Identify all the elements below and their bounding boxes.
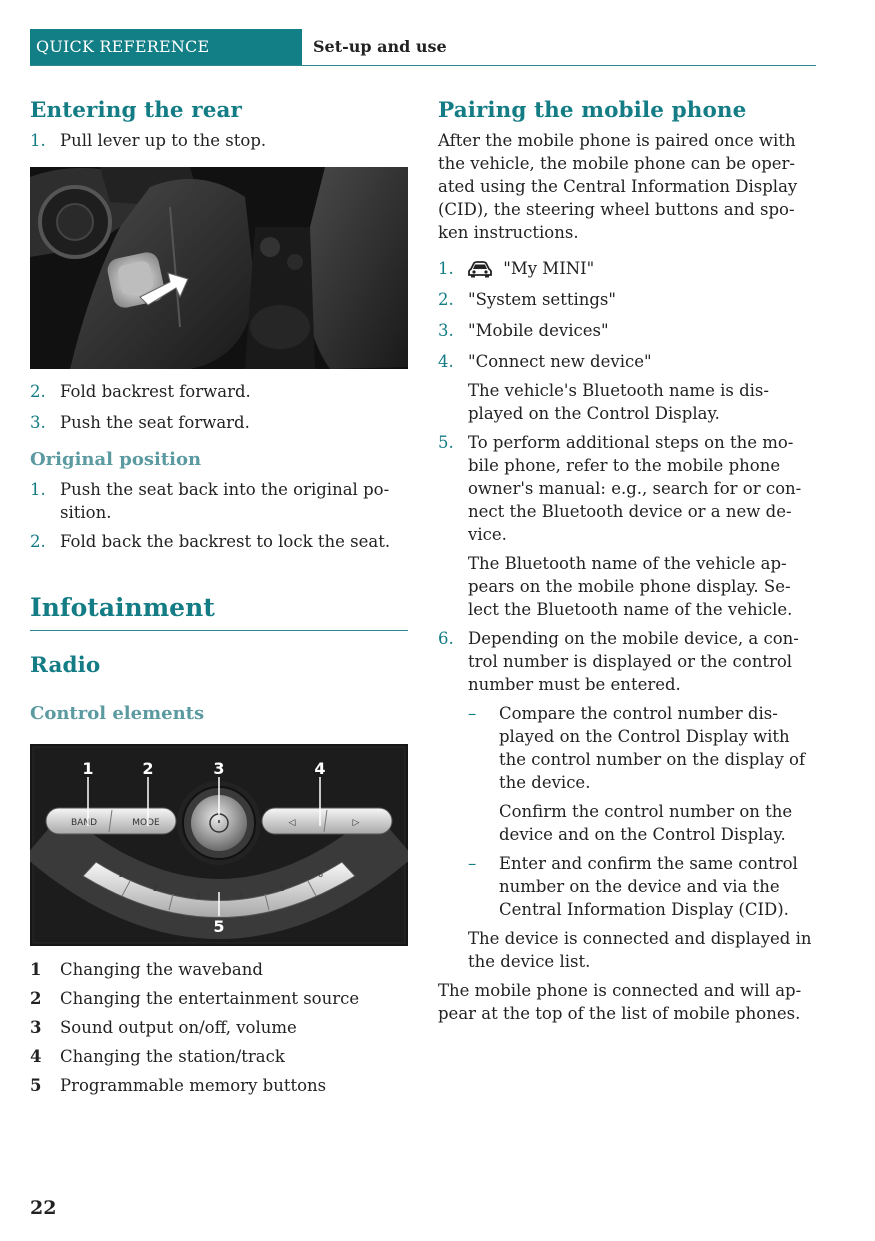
pairing-step-5 bbox=[438, 431, 818, 621]
legend-text: Changing the entertainment source bbox=[60, 989, 360, 1008]
page-number: 22 bbox=[30, 1197, 57, 1219]
original-position-step-1 bbox=[30, 478, 408, 524]
legend-number: 4 bbox=[30, 1047, 42, 1066]
step-text: Push the seat forward. bbox=[60, 413, 250, 432]
entering-rear-step-2 bbox=[30, 380, 408, 403]
pairing-intro: After the mobile phone is paired once with the vehicle, the mobile phone can be oper-ated using the Central Information Display (CID), the steering wheel buttons and spo-ken instructions. bbox=[438, 131, 798, 242]
step-number: 4. bbox=[438, 352, 454, 371]
bullet-text: Compare the control number dis-played on the Control Display with the control number on the display of the device. bbox=[499, 704, 806, 792]
bullet-dash: – bbox=[468, 704, 477, 723]
header-section-label: QUICK REFERENCE bbox=[30, 29, 302, 65]
callout-2: 2 bbox=[142, 759, 154, 778]
infotainment-rule bbox=[30, 630, 408, 631]
bullet-text: Enter and confirm the same control number on the device and via the Central Information Display (CID). bbox=[499, 854, 798, 919]
callout-5: 5 bbox=[213, 917, 225, 936]
bullet-note: Confirm the control number on the device and on the Control Display. bbox=[499, 802, 793, 844]
step-text: To perform additional steps on the mo-bile phone, refer to the mobile phone owner's manual: e.g., search for or con-nect the Bluetooth device or a new de-vice. bbox=[468, 433, 802, 544]
header-chapter-title: Set-up and use bbox=[313, 37, 447, 56]
preset-6-label: 6 bbox=[318, 870, 324, 879]
step-text: Fold back the backrest to lock the seat. bbox=[60, 532, 391, 551]
step-number: 2. bbox=[30, 382, 46, 401]
mode-button-label: MODE bbox=[132, 818, 160, 828]
step-text: Depending on the mobile device, a con-trol number is displayed or the control number must be entered. bbox=[468, 629, 799, 694]
legend-item bbox=[30, 1042, 408, 1071]
step-number: 3. bbox=[438, 321, 454, 340]
preset-5-label: 5 bbox=[280, 884, 286, 893]
legend-item bbox=[30, 1071, 408, 1100]
step-6-bullet-2 bbox=[468, 852, 818, 921]
step-number: 2. bbox=[438, 290, 454, 309]
step-6-bullet-1 bbox=[468, 702, 818, 846]
callout-4: 4 bbox=[314, 759, 326, 778]
step-note: The device is connected and displayed in the device list. bbox=[468, 929, 812, 971]
original-position-heading: Original position bbox=[30, 449, 202, 470]
preset-2-label: 2 bbox=[153, 884, 159, 893]
control-elements-heading: Control elements bbox=[30, 703, 205, 724]
car-icon bbox=[468, 260, 492, 278]
legend-item bbox=[30, 984, 408, 1013]
legend-item bbox=[30, 1013, 408, 1042]
radio-controls-figure bbox=[30, 744, 408, 946]
step-number: 3. bbox=[30, 413, 46, 432]
callout-1: 1 bbox=[82, 759, 94, 778]
preset-3-label: 3 bbox=[195, 892, 201, 901]
step-text: "Connect new device" bbox=[468, 352, 652, 371]
step-text: "My MINI" bbox=[503, 259, 595, 278]
step-number: 1. bbox=[30, 480, 46, 499]
preset-4-label: 4 bbox=[238, 892, 244, 901]
legend-item bbox=[30, 955, 408, 984]
right-column bbox=[438, 96, 818, 1025]
infotainment-heading: Infotainment bbox=[30, 593, 215, 622]
radio-heading: Radio bbox=[30, 653, 101, 678]
legend-text: Sound output on/off, volume bbox=[60, 1018, 297, 1037]
entering-rear-step-3 bbox=[30, 411, 408, 434]
previous-track-icon: ◁ bbox=[288, 818, 296, 828]
page-header bbox=[30, 29, 816, 66]
legend-text: Programmable memory buttons bbox=[60, 1076, 327, 1095]
step-note: The vehicle's Bluetooth name is dis-played on the Control Display. bbox=[468, 381, 769, 423]
left-column bbox=[30, 96, 408, 1100]
step-text: "Mobile devices" bbox=[468, 321, 609, 340]
rear-seat-lever-photo bbox=[30, 167, 408, 369]
pairing-step-3 bbox=[438, 319, 818, 342]
legend-number: 3 bbox=[30, 1018, 42, 1037]
step-number: 1. bbox=[438, 259, 454, 278]
step-text: Push the seat back into the original po-sition. bbox=[60, 480, 390, 522]
step-text: Fold backrest forward. bbox=[60, 382, 251, 401]
step-number: 2. bbox=[30, 532, 46, 551]
step-text: Pull lever up to the stop. bbox=[60, 131, 267, 150]
pairing-step-6 bbox=[438, 627, 818, 973]
step-number: 6. bbox=[438, 629, 454, 648]
pairing-closing: The mobile phone is connected and will ap-pear at the top of the list of mobile phones. bbox=[438, 981, 802, 1023]
preset-1-label: 1 bbox=[118, 870, 124, 879]
bullet-dash: – bbox=[468, 854, 477, 873]
step-note: The Bluetooth name of the vehicle ap-pears on the mobile phone display. Se-lect the Bluetooth name of the vehicle. bbox=[468, 554, 793, 619]
step-number: 5. bbox=[438, 433, 454, 452]
callout-3: 3 bbox=[213, 759, 225, 778]
next-track-icon: ▷ bbox=[352, 818, 360, 828]
step-number: 1. bbox=[30, 131, 46, 150]
pairing-heading: Pairing the mobile phone bbox=[438, 98, 747, 123]
band-button-label: BAND bbox=[71, 818, 97, 828]
entering-rear-heading: Entering the rear bbox=[30, 98, 242, 123]
legend-number: 5 bbox=[30, 1076, 42, 1095]
pairing-step-4 bbox=[438, 350, 818, 425]
legend-text: Changing the station/track bbox=[60, 1047, 285, 1066]
entering-rear-step-1 bbox=[30, 129, 408, 152]
step-text: "System settings" bbox=[468, 290, 616, 309]
legend-number: 2 bbox=[30, 989, 42, 1008]
pairing-step-2 bbox=[438, 288, 818, 311]
legend-number: 1 bbox=[30, 960, 42, 979]
control-elements-legend bbox=[30, 955, 408, 1100]
legend-text: Changing the waveband bbox=[60, 960, 263, 979]
pairing-step-1 bbox=[438, 257, 818, 280]
original-position-step-2 bbox=[30, 530, 408, 553]
